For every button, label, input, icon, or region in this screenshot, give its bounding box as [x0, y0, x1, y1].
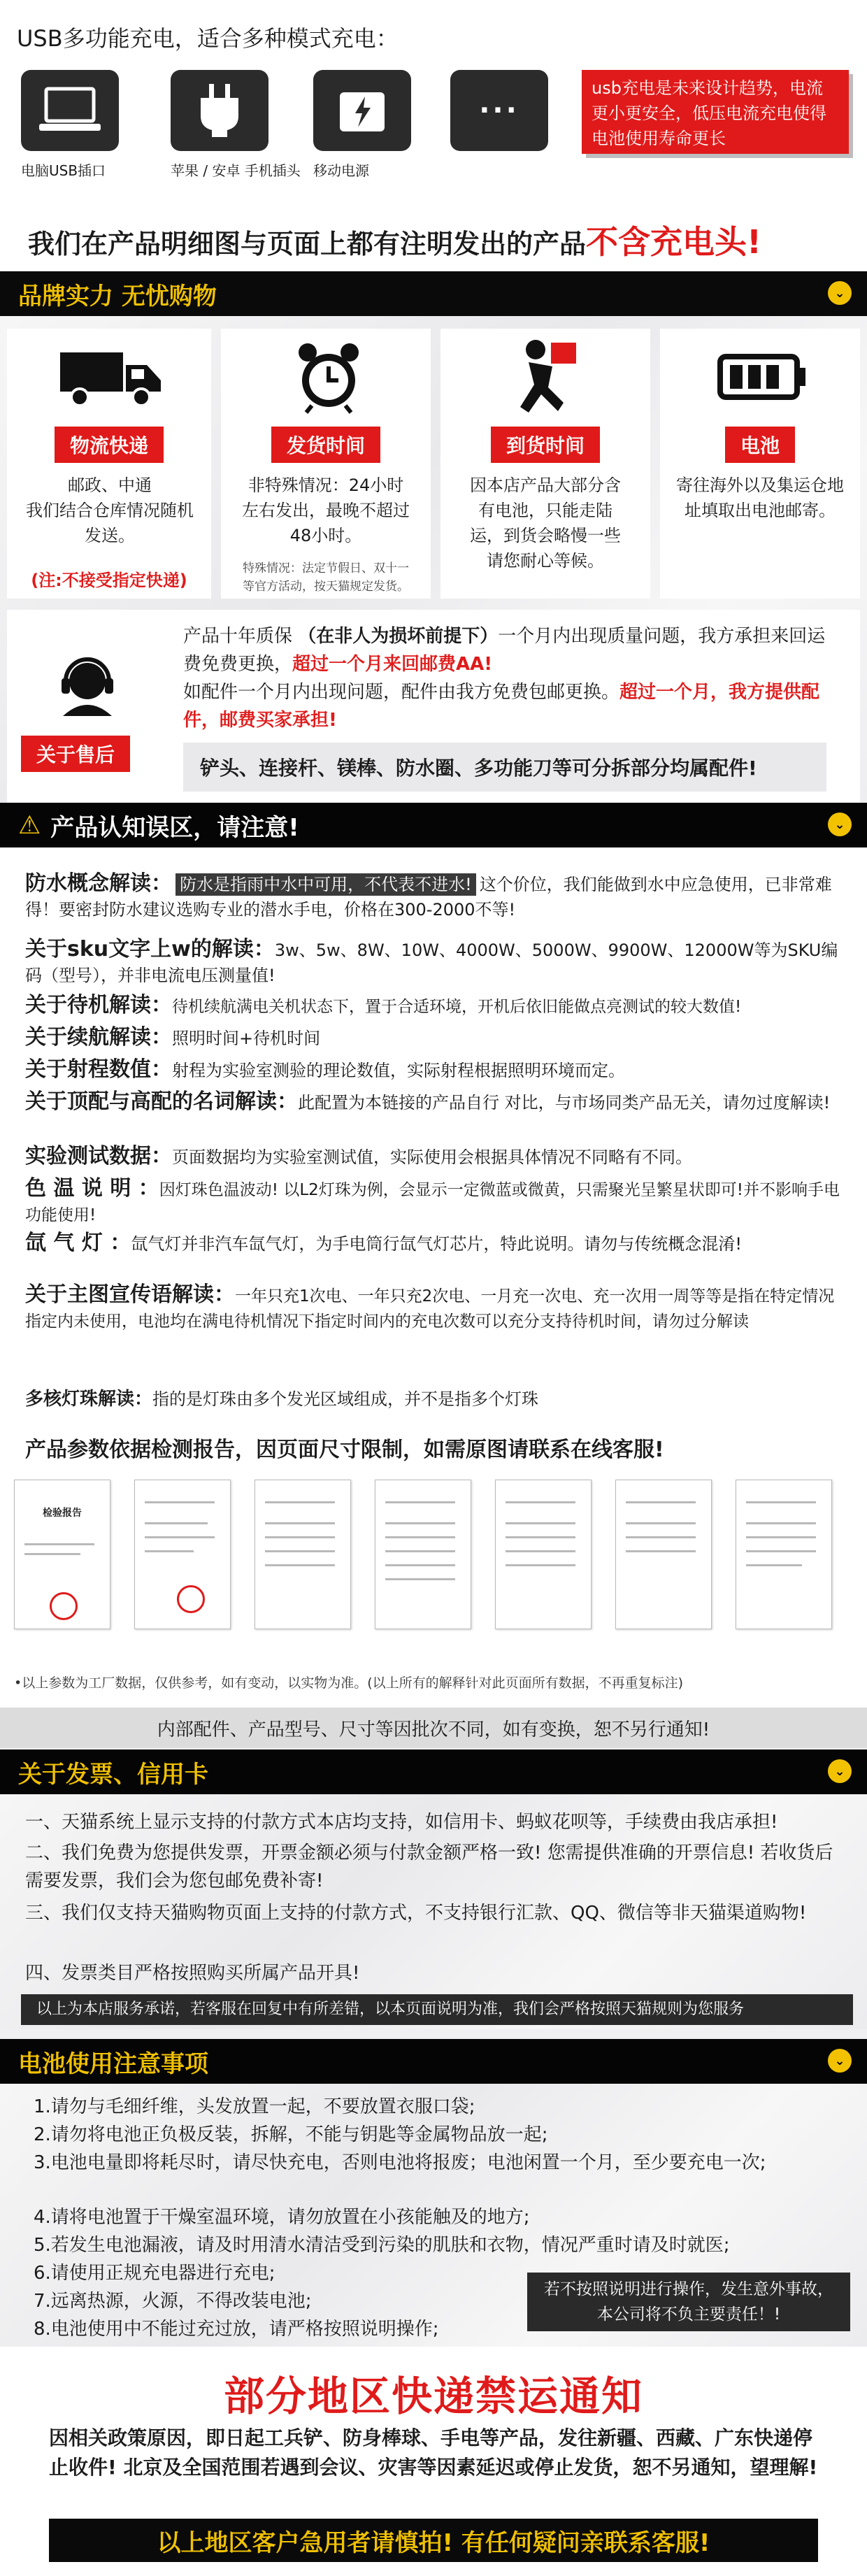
ship-time-tag: 发货时间 [271, 427, 380, 463]
report-doc [615, 1480, 712, 1629]
report-doc [255, 1480, 351, 1629]
misconception-row: 氙 气 灯 ：氙气灯并非汽车氙气灯，为手电筒行氙气灯芯片，特此说明。请勿与传统概念混淆! [25, 1231, 742, 1255]
battery-icon [717, 352, 808, 404]
misconception-row: 关于射程数值：射程为实验室测验的理论数值，实际射程根据照明环境而定。 [25, 1057, 625, 1082]
laptop-icon [21, 70, 119, 151]
power-plug-icon [171, 70, 268, 151]
misconception-row: 关于续航解读：照明时间+待机时间 [25, 1025, 321, 1050]
waterproof-highlight: 防水是指雨中水中可用，不代表不进水! [175, 873, 476, 896]
invoice-section [0, 1794, 867, 2029]
aftersale-tag: 关于售后 [21, 736, 130, 772]
battery-section [0, 2084, 867, 2347]
usb-headline: 我们在产品明细图与页面上都有注明发出的产品不含充电头! [28, 223, 761, 261]
truck-icon [59, 345, 164, 411]
invoice-item: 一、天猫系统上显示支持的付款方式本店均支持，如信用卡、蚂蚁花呗等，手续费由我店承担! [25, 1812, 778, 1833]
report-doc [375, 1480, 471, 1629]
report-title: 产品参数依据检测报告，因页面尺寸限制，如需原图请联系在线客服! [25, 1438, 664, 1462]
arrival-text: 因本店产品大部分含有电池，只能走陆运，到货会略慢一些请您耐心等候。 [470, 475, 621, 571]
ship-time-note: 特殊情况：法定节假日、双十一等官方活动，按天猫规定发货。 [243, 561, 409, 594]
shipping-section [0, 2347, 867, 2576]
shipping-banner: 以上地区客户急用者请慎拍! 有任何疑问亲联系客服! [49, 2519, 818, 2562]
ship-time-text: 非特殊情况：24小时左右发出，最晚不超过48小时。 [242, 475, 410, 545]
chevron-down-icon[interactable]: ⌄ [828, 813, 852, 836]
report-thumbnails [14, 1480, 853, 1633]
battery-item: 1.请勿与毛细纤维，头发放置一起，不要放置衣服口袋; [34, 2096, 475, 2117]
brand-bar: 品牌实力 无忧购物 ⌄ [0, 271, 867, 316]
battery-item: 5.若发生电池漏液，请及时用清水清洁受到污染的肌肤和衣物，情况严重时请及时就医; [34, 2235, 730, 2256]
chevron-down-icon[interactable]: ⌄ [828, 1759, 852, 1783]
shipping-text: 因相关政策原因，即日起工兵铲、防身棒球、手电等产品，发往新疆、西藏、广东快递停止收件! 北京及全国范围若遇到会议、灾害等因素延迟或停止发货，恕不另通知，望理解! [49, 2426, 818, 2479]
usb-section [0, 0, 867, 287]
battery-text: 寄往海外以及集运仓地址填取出电池邮寄。 [676, 475, 844, 520]
usb-notice: usb充电是未来设计趋势，电流更小更安全，低压电流充电使得电池使用寿命更长 [582, 70, 849, 154]
invoice-bar: 关于发票、信用卡 ⌄ [0, 1749, 867, 1794]
invoice-footer: 以上为本店服务承诺，若客服在回复中有所差错，以本页面说明为准，我们会严格按照天猫规则为您服务 [21, 1994, 853, 2025]
battery-item: 3.电池电量即将耗尽时，请尽快充电，否则电池将报废；电池闲置一个月，至少要充电一次; [34, 2152, 766, 2173]
misconception-bar: ⚠ 产品认知误区，请注意! ⌄ [0, 803, 867, 847]
aftersale-parts: 铲头、连接杆、镁棒、防水圈、多功能刀等可分拆部分均属配件! [183, 743, 826, 792]
brand-col-logistics [7, 329, 211, 599]
battery-item: 7.远离热源，火源，不得改装电池; [34, 2291, 312, 2312]
report-doc: 检验报告 [14, 1480, 110, 1629]
usb-item-label: 苹果 / 安卓 手机插头 [171, 162, 301, 179]
battery-item: 4.请将电池置于干燥室温环境，请勿放置在小孩能触及的地方; [34, 2207, 530, 2228]
report-doc [134, 1480, 231, 1629]
usb-item-powerbank [313, 70, 432, 180]
battery-bar: 电池使用注意事项 ⌄ [0, 2039, 867, 2084]
chevron-down-icon[interactable]: ⌄ [828, 2049, 852, 2073]
misconception-section [0, 847, 867, 1715]
report-doc [495, 1480, 592, 1629]
misconception-row: 关于顶配与高配的名词解读：此配置为本链接的产品自行 对比，与市场同类产品无关，请勿过度解读! [25, 1089, 831, 1114]
logistics-text: 邮政、中通 我们结合仓库情况随机发送。 [26, 475, 194, 545]
parameter-footnote: •以上参数为工厂数据，仅供参考，如有变动，以实物为准。(以上所有的解释针对此页面所有数据，不再重复标注) [14, 1675, 684, 1691]
chevron-down-icon[interactable]: ⌄ [828, 281, 852, 305]
battery-item: 6.请使用正规充电器进行充电; [34, 2263, 275, 2284]
power-bank-icon [313, 70, 411, 151]
misconception-row: 实验测试数据：页面数据均为实验室测试值，实际使用会根据具体情况不同略有不同。 [25, 1144, 692, 1168]
brand-col-battery [660, 329, 860, 599]
shipping-title: 部分地区快递禁运通知 [223, 2373, 643, 2420]
batch-notice: 内部配件、产品型号、尺寸等因批次不同，如有变换，恕不另行通知! [0, 1708, 867, 1748]
invoice-item: 四、发票类目严格按照购买所属产品开具! [25, 1963, 360, 1984]
battery-warning: 若不按照说明进行操作，发生意外事故，本公司将不负主要责任！! [527, 2273, 850, 2331]
misconception-row: 关于待机解读：待机续航满电关机状态下，置于合适环境，开机后依旧能做点亮测试的较大数值! [25, 993, 742, 1017]
usb-item-more [450, 70, 548, 151]
delivery-man-icon [508, 336, 585, 422]
usb-item-computer [21, 70, 140, 180]
usb-item-label: 电脑USB插口 [21, 162, 106, 179]
invoice-item: 三、我们仅支持天猫购物页面上支持的付款方式，不支持银行汇款、QQ、微信等非天猫渠道购物! [25, 1903, 807, 1924]
misconception-row: 色 温 说 明 ：因灯珠色温波动! 以L2灯珠为例，会显示一定微蓝或微黄，只需聚光呈繁星状即可!并不影响手电功能使用! [25, 1176, 840, 1224]
arrival-tag: 到货时间 [491, 427, 600, 463]
usb-item-plug [171, 70, 324, 180]
brand-col-arrival [440, 329, 650, 599]
invoice-item: 二、我们免费为您提供发票，开票金额必须与付款金额严格一致! 您需提供准确的开票信息! 若收货后需要发票，我们会为您包邮免费补寄! [25, 1842, 833, 1891]
misconception-row: 关于sku文字上w的解读：3w、5w、8W、10W、4000W、5000W、9900W、12000W等为SKU编码（型号），并非电流电压测量值! [25, 937, 838, 985]
logistics-tag: 物流快递 [55, 427, 164, 463]
battery-tag: 电池 [725, 427, 795, 463]
multicore-row: 多核灯珠解读：指的是灯珠由多个发光区域组成，并不是指多个灯珠 [25, 1389, 539, 1410]
battery-item: 8.电池使用中不能过充过放，请严格按照说明操作; [34, 2319, 439, 2340]
misconception-row: 关于主图宣传语解读：一年只充1次电、一年只充2次电、一月充一次电、充一次用一周等等是指在特定情况指定内未使用，电池均在满电待机情况下指定时间内的充电次数可以充分支持待机时间，请勿过分解读 [25, 1282, 835, 1331]
warning-icon: ⚠ [18, 810, 41, 840]
customer-service-icon [56, 653, 119, 719]
logistics-note: (注:不接受指定快递) [31, 571, 187, 590]
report-doc [736, 1480, 832, 1629]
brand-col-ship-time [221, 329, 431, 599]
usb-item-label: 移动电源 [313, 162, 369, 179]
battery-item: 2.请勿将电池正负极反装，拆解，不能与钥匙等金属物品放一起; [34, 2124, 548, 2145]
more-icon: ··· [450, 70, 548, 151]
aftersale-text: 产品十年质保 （在非人为损坏前提下）一个月内出现质量问题，我方承担来回运费免费更换，超过一个月来回邮费AA! 如配件一个月内出现问题，配件由我方免费包邮更换。超过一个月，我方提供配件，邮费买家承担! [183, 626, 826, 731]
usb-title: USB多功能充电，适合多种模式充电： [17, 25, 399, 52]
misconception-row: 防水概念解读： 防水是指雨中水中可用，不代表不进水! 这个价位，我们能做到水中应急使用，已非常难得！要密封防水建议选购专业的潜水手电，价格在300-2000不等! [25, 871, 832, 920]
alarm-clock-icon [294, 338, 364, 418]
